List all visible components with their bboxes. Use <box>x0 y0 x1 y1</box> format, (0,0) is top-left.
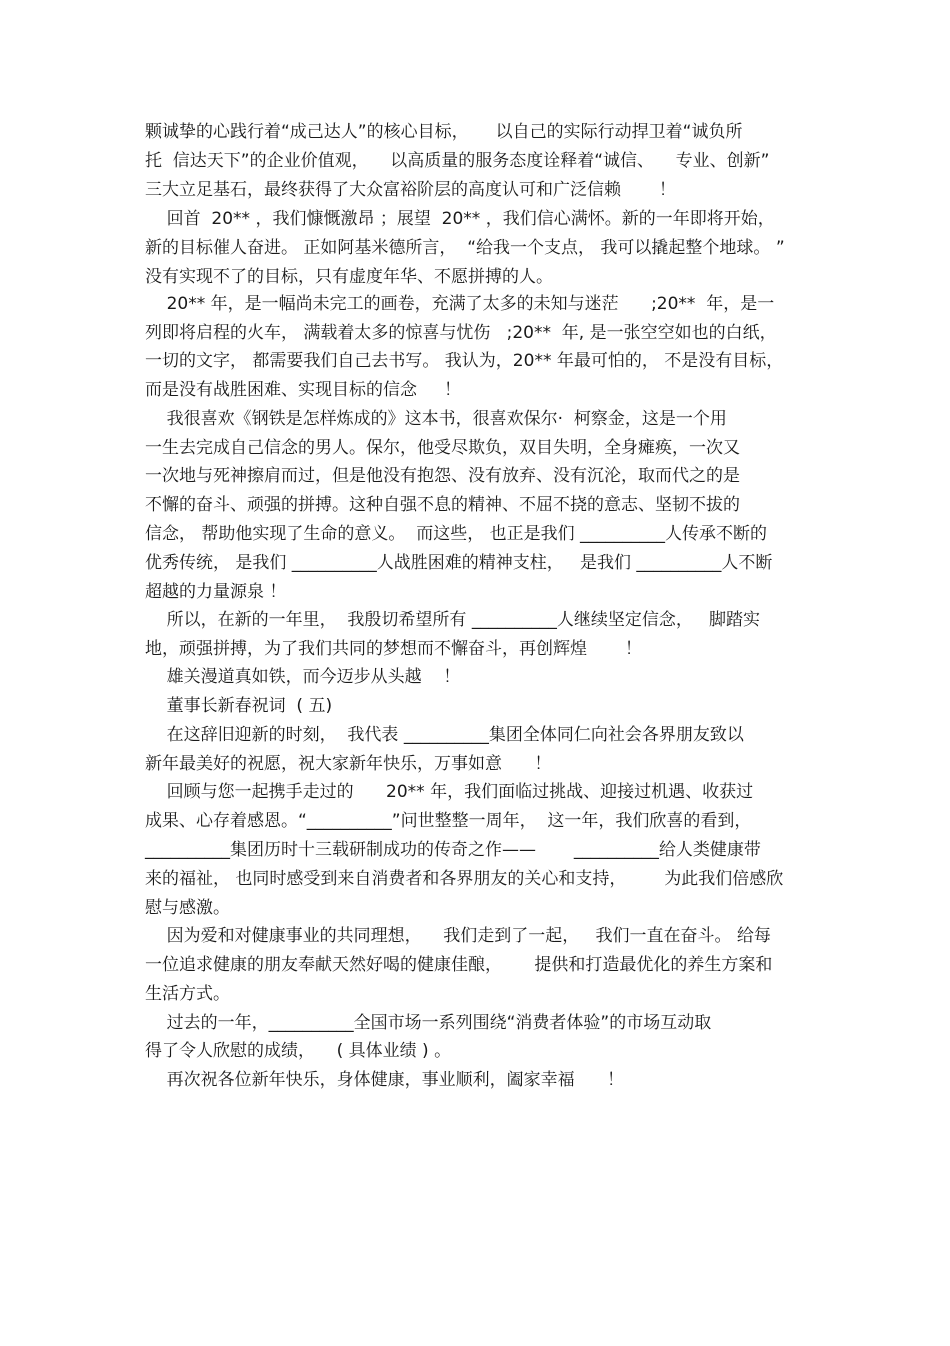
text-line: 超越的力量源泉 ！ <box>145 582 287 602</box>
text-line: 地，顽强拼搏，为了我们共同的梦想而不懈奋斗，再创辉煌 ！ <box>145 639 642 659</box>
text-line: 颗诚挚的心践行着“成己达人”的核心目标， 以自己的实际行动捍卫着“诚负所 <box>145 122 743 142</box>
text-line: 一切的文字， 都需要我们自己去书写。 我认为，20** 年最可怕的， 不是没有目标， <box>145 351 784 371</box>
text-line: 回顾与您一起携手走过的 20** 年，我们面临过挑战、迎接过机遇、收获过 <box>145 782 754 802</box>
text-line: 雄关漫道真如铁，而今迈步从头越 ！ <box>145 667 461 687</box>
text-line: 得了令人欣慰的成绩， ( 具体业绩 ) 。 <box>145 1041 452 1061</box>
text-line: 信念， 帮助他实现了生命的意义。 而这些， 也正是我们 __________人传承不断的 <box>145 524 768 544</box>
text-line: 回首 20** ，我们慷慨激昂 ；展望 20** ，我们信心满怀。新的一年即将开始， <box>145 209 775 229</box>
text-line: 托 信达天下”的企业价值观， 以高质量的服务态度诠释着“诚信、 专业、创新” <box>145 151 770 171</box>
text-line: 20** 年，是一幅尚未完工的画卷，充满了太多的未知与迷茫 ;20** 年，是一 <box>145 294 775 314</box>
text-line: 过去的一年，__________全国市场一系列围绕“消费者体验”的市场互动取 <box>145 1013 712 1033</box>
text-line: 三大立足基石，最终获得了大众富裕阶层的高度认可和广泛信赖 ！ <box>145 180 676 200</box>
text-line: 新年最美好的祝愿，祝大家新年快乐，万事如意 ！ <box>145 754 552 774</box>
text-line: 在这辞旧迎新的时刻， 我代表 __________集团全体同仁向社会各界朋友致以 <box>145 725 744 745</box>
text-line: 再次祝各位新年快乐，身体健康，事业顺利，阖家幸福 ！ <box>145 1070 625 1090</box>
text-line: 我很喜欢《钢铁是怎样炼成的》这本书，很喜欢保尔· 柯察金，这是一个用 <box>145 409 727 429</box>
text-line: 优秀传统， 是我们 __________人战胜困难的精神支柱， 是我们 __________人不断 <box>145 553 773 573</box>
text-line: 慰与感激。 <box>145 898 230 918</box>
text-line: 不懈的奋斗、顽强的拼搏。这种自强不息的精神、不屈不挠的意志、坚韧不拔的 <box>145 495 740 515</box>
text-line: 而是没有战胜困难、实现目标的信念 ！ <box>145 380 462 400</box>
text-line: 来的福祉， 也同时感受到来自消费者和各界朋友的关心和支持， 为此我们倍感欣 <box>145 869 784 889</box>
text-line: 成果、心存着感恩。“__________”问世整整一周年， 这一年，我们欣喜的看到， <box>145 811 752 831</box>
text-line: 因为爱和对健康事业的共同理想， 我们走到了一起， 我们一直在奋斗。 给每 <box>145 926 771 946</box>
text-line: 一次地与死神擦肩而过，但是他没有抱怨、没有放弃、没有沉沦，取而代之的是 <box>145 466 740 486</box>
section-heading: 董事长新春祝词 ( 五) <box>145 696 333 716</box>
text-line: 一位追求健康的朋友奉献天然好喝的健康佳酿， 提供和打造最优化的养生方案和 <box>145 955 773 975</box>
text-line: 列即将启程的火车， 满载着太多的惊喜与忧伤 ;20** 年, 是一张空空如也的白纸， <box>145 323 777 343</box>
text-line: 生活方式。 <box>145 984 230 1004</box>
text-line: 没有实现不了的目标，只有虚度年华、不愿拼搏的人。 <box>145 267 553 287</box>
text-line: 一生去完成自己信念的男人。保尔，他受尽欺负，双目失明，全身瘫痪，一次又 <box>145 438 740 458</box>
text-line: 所以，在新的一年里， 我殷切希望所有 __________人继续坚定信念， 脚踏实 <box>145 610 761 630</box>
text-line: __________集团历时十三载研制成功的传奇之作—— __________给人类健康带 <box>145 840 761 860</box>
text-line: 新的目标催人奋进。 正如阿基米德所言， “给我一个支点， 我可以撬起整个地球。 ” <box>145 238 785 258</box>
